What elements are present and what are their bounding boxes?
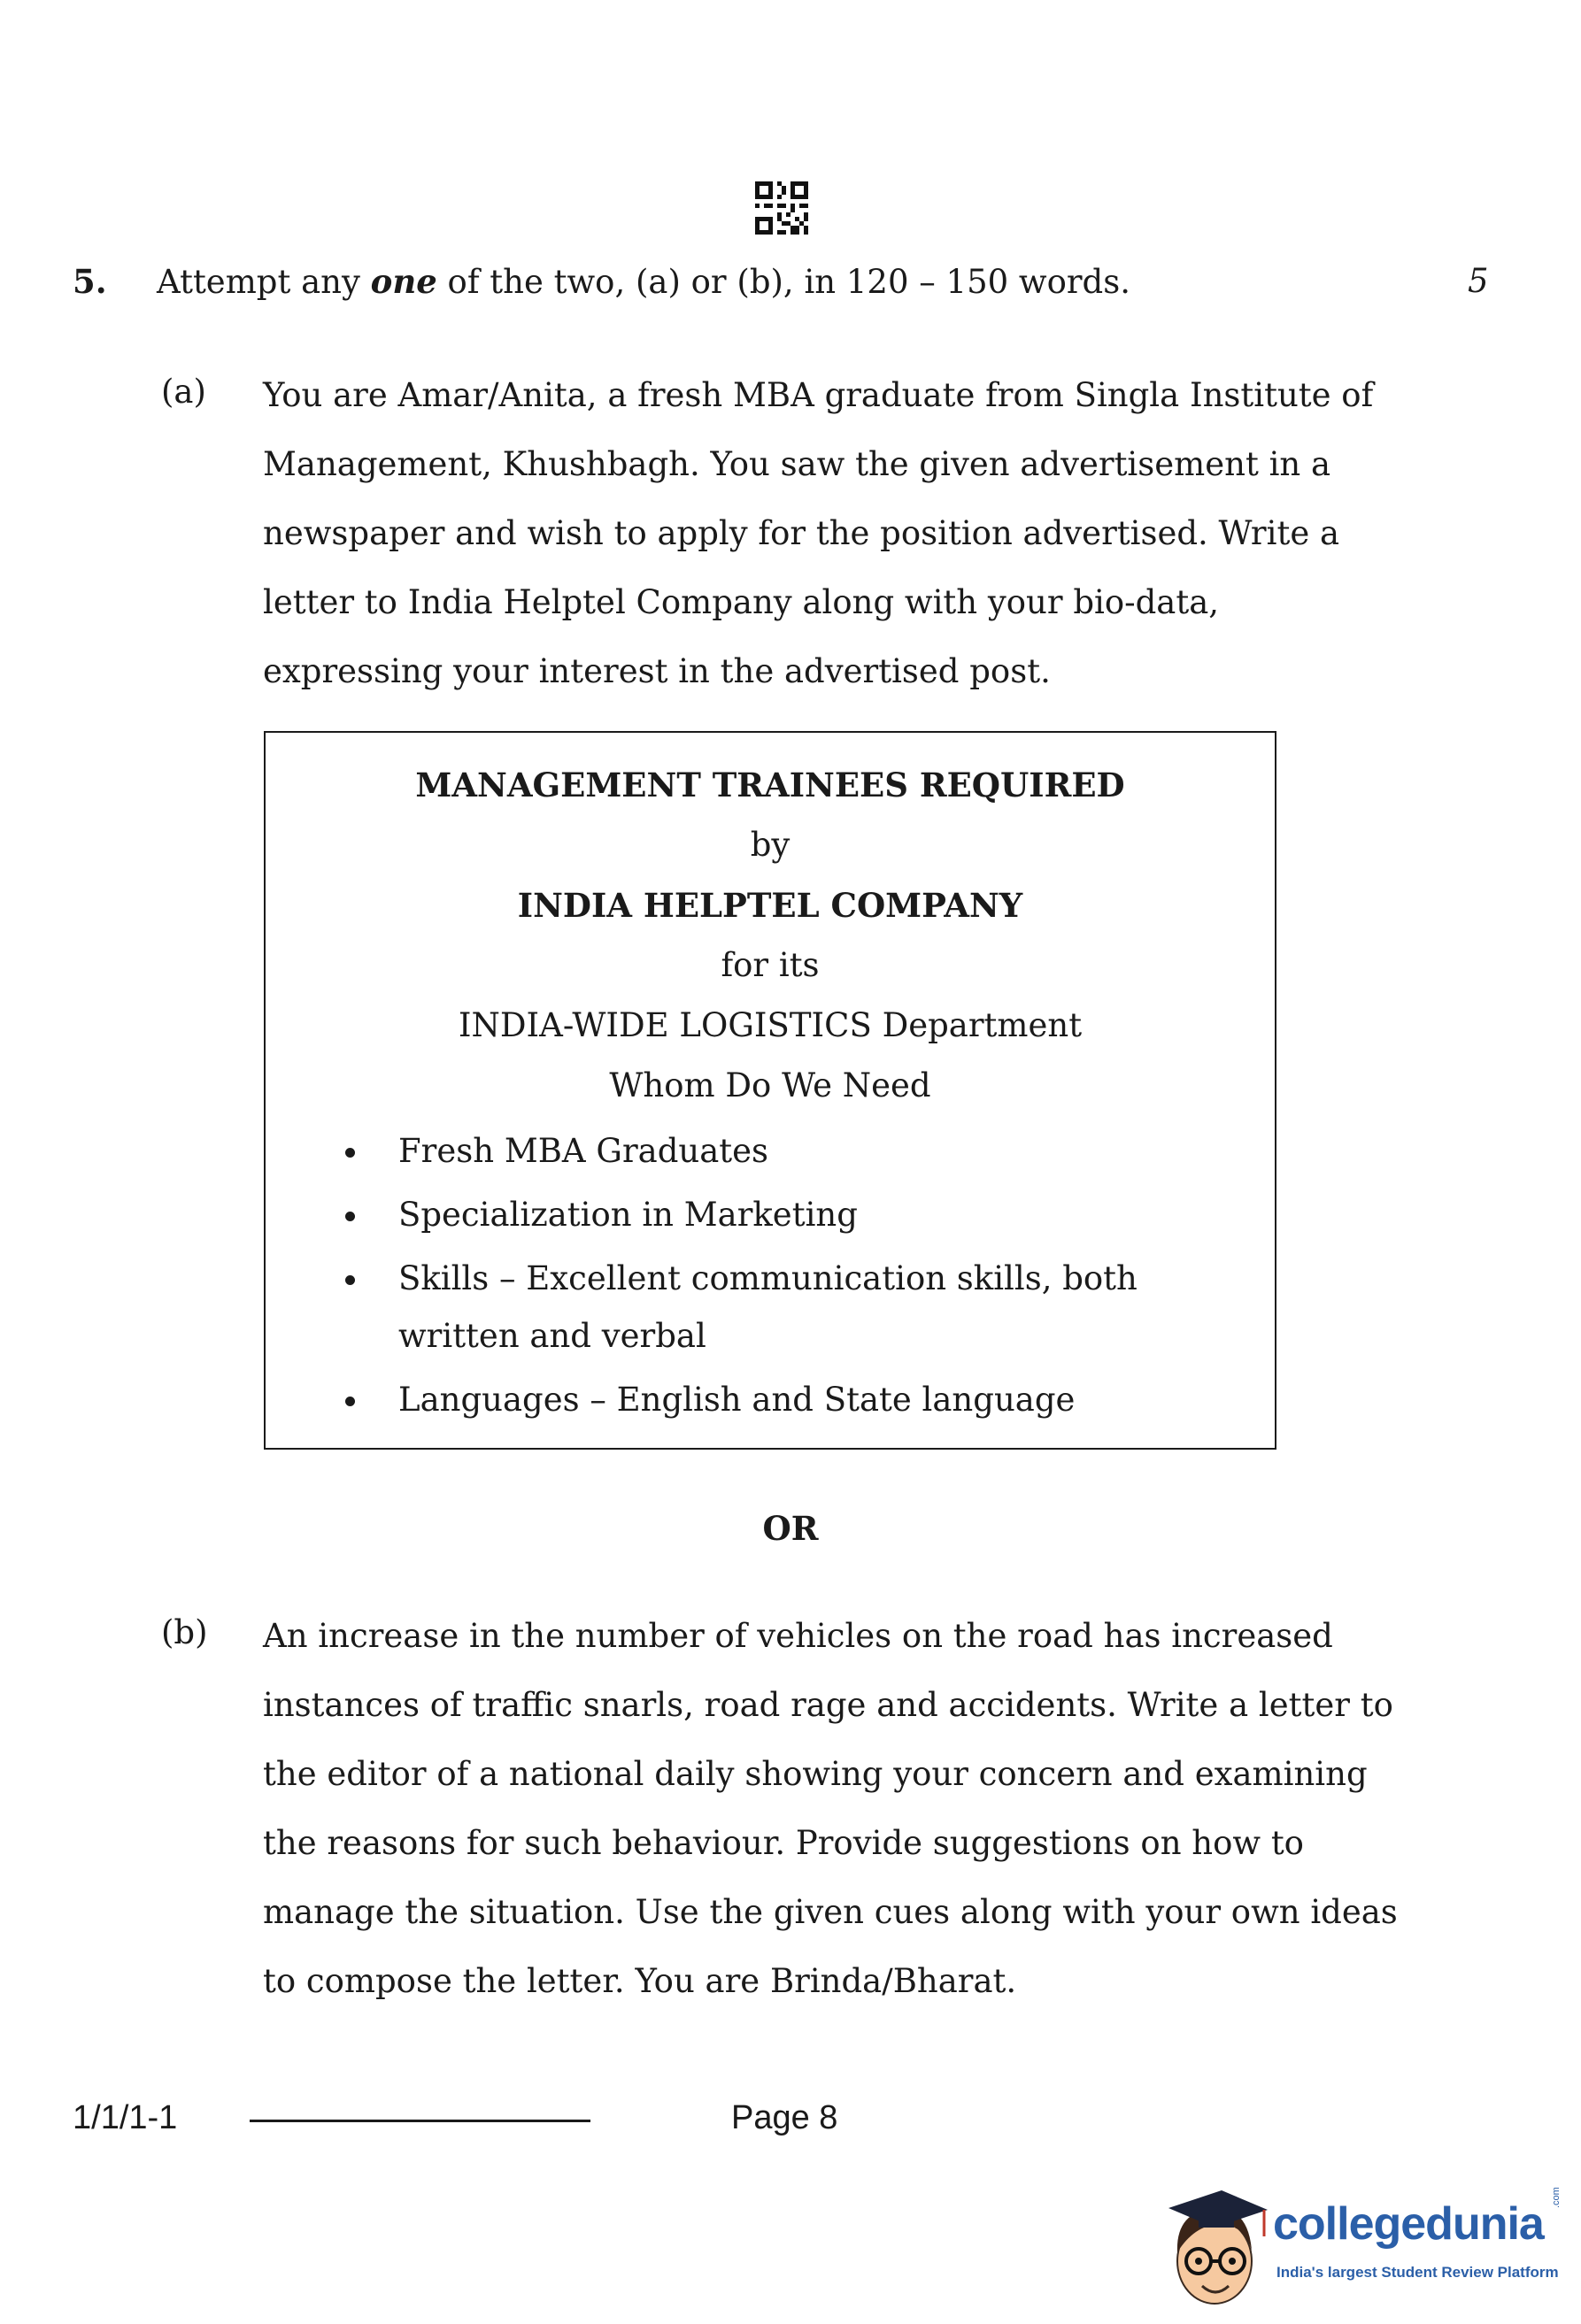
part-a-line: letter to India Helptel Company along with your bio-data,	[263, 583, 1220, 621]
part-b-label: (b)	[161, 1613, 208, 1651]
footer-rule	[250, 2120, 590, 2122]
part-a-text	[263, 361, 1409, 706]
question-number: 5.	[73, 262, 107, 301]
part-a-line: newspaper and wish to apply for the position advertised. Write a	[263, 514, 1340, 552]
question-marks: 5	[1468, 262, 1489, 300]
part-b-line: An increase in the number of vehicles on the road has increased	[263, 1617, 1333, 1655]
list-item: Skills – Excellent communication skills, both written and verbal	[345, 1250, 1177, 1365]
student-mascot-icon	[1160, 2173, 1270, 2314]
part-b-line: instances of traffic snarls, road rage and accidents. Write a letter to	[263, 1686, 1393, 1724]
ad-by: by	[750, 826, 790, 864]
part-a-line: You are Amar/Anita, a fresh MBA graduate from Singla Institute of	[263, 376, 1374, 414]
list-item: Languages – English and State language	[345, 1371, 1230, 1428]
part-b-line: manage the situation. Use the given cues along with your own ideas	[263, 1893, 1398, 1931]
requirements-list	[345, 1122, 1230, 1435]
ad-heading: MANAGEMENT TRAINEES REQUIRED	[415, 766, 1125, 804]
or-separator: OR	[762, 1509, 819, 1548]
list-item: Specialization in Marketing	[345, 1186, 1230, 1243]
part-b-text	[263, 1602, 1409, 2016]
ad-for-its: for its	[721, 946, 820, 984]
logo-name: collegedunia	[1273, 2198, 1544, 2250]
page-number: Page 8	[731, 2099, 838, 2136]
logo-suffix: .com	[1551, 2187, 1562, 2208]
part-a-line: expressing your interest in the advertised post.	[263, 652, 1051, 690]
part-a-label: (a)	[161, 373, 206, 411]
collegedunia-logo	[1160, 2173, 1576, 2314]
part-a-line: Management, Khushbagh. You saw the given advertisement in a	[263, 445, 1331, 483]
logo-tagline: India's largest Student Review Platform	[1276, 2264, 1559, 2281]
part-b-line: the editor of a national daily showing your concern and examining	[263, 1755, 1368, 1793]
ad-company: INDIA HELPTEL COMPANY	[517, 886, 1023, 925]
emphasis-one: one	[370, 262, 437, 301]
list-item: Fresh MBA Graduates	[345, 1122, 1230, 1180]
ad-department: INDIA-WIDE LOGISTICS Department	[458, 1006, 1083, 1044]
question-instruction: Attempt any one of the two, (a) or (b), in 120 – 150 words.	[157, 262, 1130, 301]
ad-subheading: Whom Do We Need	[609, 1066, 931, 1104]
part-b-line: the reasons for such behaviour. Provide suggestions on how to	[263, 1824, 1304, 1862]
advertisement-box	[264, 731, 1276, 1450]
qr-code	[755, 181, 808, 235]
part-b-line: to compose the letter. You are Brinda/Bharat.	[263, 1962, 1017, 2000]
paper-code: 1/1/1-1	[73, 2099, 178, 2136]
